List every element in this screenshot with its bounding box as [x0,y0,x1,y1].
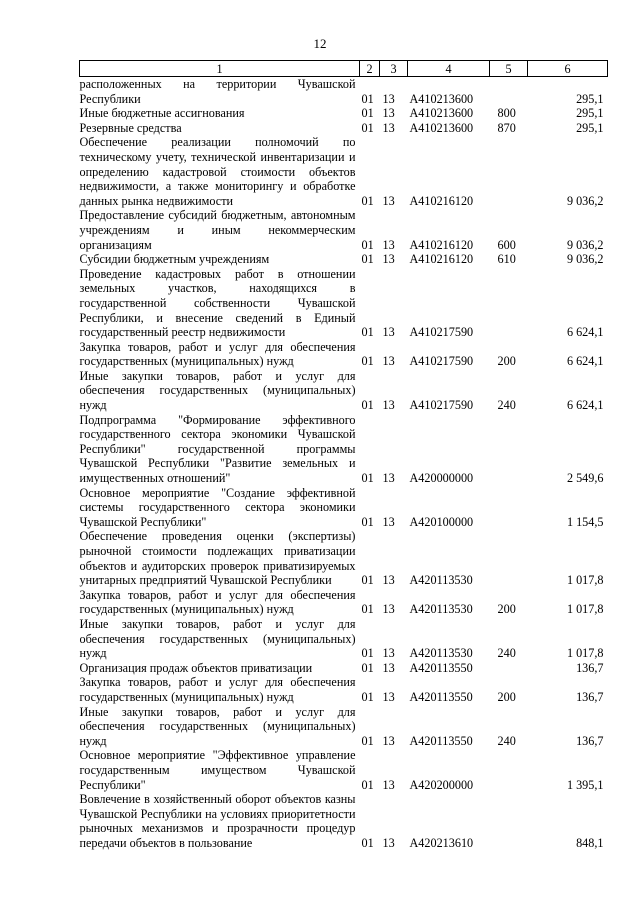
row-expense-type [490,486,528,530]
row-target-article: А410213600 [409,106,474,121]
row-subsection: 13 [382,237,395,252]
row-expense-type [490,77,528,107]
table-body [80,77,608,851]
budget-table [79,60,608,850]
row-expense-type [490,267,528,340]
row-amount: 6 624,1 [566,354,604,369]
row-subsection: 13 [382,91,395,106]
row-amount: 6 624,1 [566,398,604,413]
row-amount: 1 017,8 [566,573,604,588]
header-col-6: 6 [528,61,608,77]
table-row [80,413,608,486]
row-section: 01 [361,733,374,748]
row-subsection: 13 [382,193,395,208]
row-section: 01 [361,835,374,850]
row-expense-type [490,748,528,792]
row-subsection: 13 [382,471,395,486]
row-target-article: А410216120 [409,237,474,252]
row-expense-type [490,413,528,486]
row-expense-type: 610 [497,252,516,267]
row-subsection: 13 [382,602,395,617]
row-amount: 1 017,8 [566,646,604,661]
table-row [80,77,608,107]
row-amount: 9 036,2 [566,237,604,252]
row-amount: 1 154,5 [566,514,604,529]
row-expense-type: 200 [497,354,516,369]
row-name: Закупка товаров, работ и услуг для обеспечения государственных (муниципальных) нужд [79,339,356,369]
row-name: Подпрограмма "Формирование эффективного государственного сектора экономики Чувашской Республики" государственной программы Чувашской Республики "Развитие земельных и имущественных отношений" [79,412,356,486]
table-row [80,661,608,676]
row-subsection: 13 [382,514,395,529]
row-section: 01 [361,471,374,486]
row-section: 01 [361,689,374,704]
row-name: Субсидии бюджетным учреждениям [79,252,270,267]
row-name: Вовлечение в хозяйственный оборот объектов казны Чувашской Республики на условиях приоритетности рыночных механизмов и прозрачности процедур передачи объектов в пользование [79,792,356,850]
row-section: 01 [361,354,374,369]
row-target-article: А420200000 [409,777,474,792]
row-target-article: А410216120 [409,252,474,267]
row-name: Организация продаж объектов приватизации [79,660,313,675]
row-section: 01 [361,120,374,135]
row-section: 01 [361,398,374,413]
row-section: 01 [361,237,374,252]
row-section: 01 [361,106,374,121]
header-col-4: 4 [408,61,490,77]
table-row [80,340,608,369]
header-col-2: 2 [360,61,380,77]
row-target-article: А420100000 [409,514,474,529]
row-target-article: А410217590 [409,325,474,340]
row-section: 01 [361,193,374,208]
row-name: Основное мероприятие "Создание эффективной системы государственного сектора экономики Чувашской Республики" [79,485,356,529]
table-row [80,588,608,617]
header-col-3: 3 [380,61,408,77]
table-row [80,208,608,252]
row-subsection: 13 [382,106,395,121]
row-amount: 848,1 [576,835,604,850]
table-row [80,267,608,340]
table-row [80,705,608,749]
row-section: 01 [361,573,374,588]
row-subsection: 13 [382,252,395,267]
row-target-article: А420213610 [409,835,474,850]
table-row [80,252,608,267]
row-subsection: 13 [382,660,395,675]
row-target-article: А410217590 [409,354,474,369]
row-section: 01 [361,325,374,340]
page-number: 12 [313,36,327,51]
row-subsection: 13 [382,325,395,340]
row-subsection: 13 [382,573,395,588]
row-name: Закупка товаров, работ и услуг для обеспечения государственных (муниципальных) нужд [79,587,356,617]
row-expense-type: 240 [497,733,516,748]
row-section: 01 [361,514,374,529]
row-section: 01 [361,646,374,661]
row-name: Обеспечение реализации полномочий по техническому учету, технической инвентаризации и определению кадастровой стоимости объектов недвижимости, а также мониторингу и обработке данных рынка недвижимости [79,135,356,208]
table-row [80,529,608,587]
row-name: Обеспечение проведения оценки (экспертизы) рыночной стоимости подлежащих приватизации объектов и аудиторских проверок приватизируемых унитарных предприятий Чувашской Республики [79,529,356,588]
row-target-article: А420113530 [409,573,473,588]
row-name: Иные закупки товаров, работ и услуг для обеспечения государственных (муниципальных) нужд [79,704,356,748]
row-name: Иные бюджетные ассигнования [79,106,245,121]
row-expense-type [490,792,528,850]
row-subsection: 13 [382,835,395,850]
table-row [80,369,608,413]
row-subsection: 13 [382,777,395,792]
row-name: Иные закупки товаров, работ и услуг для обеспечения государственных (муниципальных) нужд [79,616,356,661]
row-subsection: 13 [382,398,395,413]
row-section: 01 [361,660,374,675]
row-expense-type: 870 [497,120,516,135]
row-name: расположенных на территории Чувашской Республики [79,77,356,106]
row-amount: 295,1 [576,106,604,121]
row-name: Предоставление субсидий бюджетным, автономным учреждениям и иным некоммерческим организациям [79,208,356,252]
row-name: Основное мероприятие "Эффективное управление государственным имуществом Чувашской Республики" [79,748,356,792]
row-target-article: А410217590 [409,398,474,413]
row-amount: 1 017,8 [566,602,604,617]
row-target-article: А420113550 [409,733,473,748]
row-section: 01 [361,777,374,792]
table-row [80,135,608,208]
row-expense-type: 240 [497,398,516,413]
row-name: Иные закупки товаров, работ и услуг для обеспечения государственных (муниципальных) нужд [79,368,356,413]
row-target-article: А420000000 [409,471,474,486]
row-amount: 295,1 [576,91,604,106]
row-name: Закупка товаров, работ и услуг для обеспечения государственных (муниципальных) нужд [79,675,356,704]
row-name: Резервные средства [79,120,182,135]
row-expense-type [490,529,528,587]
row-section: 01 [361,91,374,106]
row-subsection: 13 [382,120,395,135]
row-section: 01 [361,252,374,267]
row-amount: 1 395,1 [566,777,604,792]
row-subsection: 13 [382,689,395,704]
header-col-1: 1 [80,61,360,77]
table-row [80,486,608,530]
table-row [80,106,608,121]
row-amount: 136,7 [576,689,604,704]
row-expense-type: 800 [497,106,516,121]
row-amount: 6 624,1 [566,325,604,340]
row-target-article: А420113550 [409,660,473,675]
header-col-5: 5 [490,61,528,77]
row-expense-type [490,135,528,208]
row-amount: 2 549,6 [566,471,604,486]
row-expense-type: 240 [497,646,516,661]
row-expense-type: 600 [497,237,516,252]
row-target-article: А410213600 [409,91,474,106]
row-subsection: 13 [382,354,395,369]
row-subsection: 13 [382,733,395,748]
row-amount: 136,7 [576,660,604,675]
row-target-article: А420113530 [409,602,473,617]
row-amount: 136,7 [576,733,604,748]
row-amount: 295,1 [576,120,604,135]
row-amount: 9 036,2 [566,252,604,267]
row-expense-type: 200 [497,689,516,704]
row-name: Проведение кадастровых работ в отношении земельных участков, находящихся в государственной собственности Чувашской Республики, и внесение сведений в Единый государственный реестр недвижимости [79,266,356,340]
table-row [80,121,608,136]
row-target-article: А410213600 [409,120,474,135]
table-row [80,792,608,850]
row-subsection: 13 [382,646,395,661]
row-target-article: А420113550 [409,689,473,704]
row-target-article: А420113530 [409,646,473,661]
table-row [80,617,608,661]
row-expense-type: 200 [497,602,516,617]
table-row [80,748,608,792]
row-amount: 9 036,2 [566,193,604,208]
row-section: 01 [361,602,374,617]
table-row [80,675,608,704]
row-expense-type [490,661,528,676]
header-row [80,61,608,77]
row-target-article: А410216120 [409,193,474,208]
